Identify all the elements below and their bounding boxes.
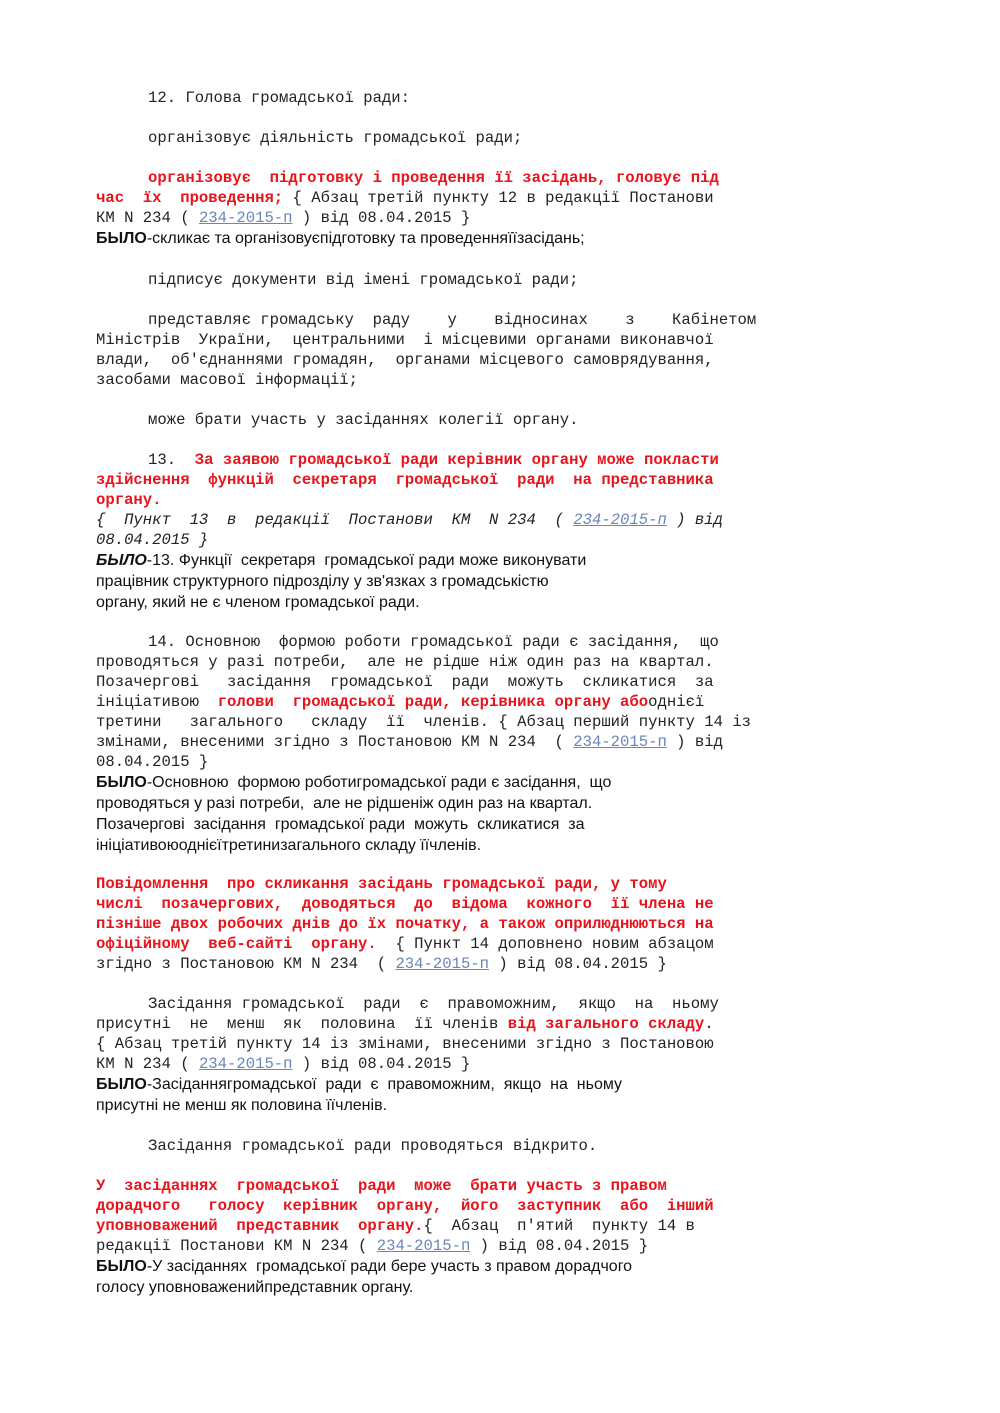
- advisory-text: дорадчого голосу керівник органу, його заступник або інший: [96, 1197, 714, 1215]
- advisory-line: [96, 1236, 796, 1256]
- amendment-note: ) від 08.04.2015 }: [292, 209, 471, 227]
- p12-text: підписує документи від імені громадської ради;: [148, 271, 579, 289]
- text: присутні не менш як половина її членів: [96, 1015, 508, 1033]
- item-number: 13.: [148, 451, 195, 469]
- p13-old-version: [96, 551, 796, 571]
- p13-old-version: працівник структурного підрозділу у зв'язках з громадськістю: [96, 573, 549, 590]
- p14-text: 08.04.2015 }: [96, 753, 209, 771]
- notice-line: [96, 934, 796, 954]
- p12-amended-text: організовує підготовку і проведення її засідань, головує під: [148, 169, 719, 187]
- advisory-line: [96, 1216, 796, 1236]
- quorum-old-version: [96, 1075, 796, 1095]
- p14-text: проводяться у разі потреби, але не рідше ніж один раз на квартал.: [96, 653, 714, 671]
- p12-line: [96, 188, 796, 208]
- p13-note: [96, 510, 796, 530]
- amendment-note: ) від 08.04.2015 }: [470, 1237, 649, 1255]
- notice-text: пізніше двох робочих днів до їх початку, а також оприлюднюються на: [96, 915, 714, 933]
- p13-amended-text: органу.: [96, 491, 162, 509]
- advisory-old-version: [96, 1257, 796, 1277]
- amended-text: офіційному веб-сайті органу.: [96, 935, 377, 953]
- p14-old-version: [96, 773, 796, 793]
- old-text: -скликає та організовуєпідготовку та проведенняїїзасідань;: [146, 230, 585, 247]
- p14-text: третини загального складу її членів. { Абзац перший пункту 14 із: [96, 713, 752, 731]
- amendment-note: змінами, внесеними згідно з Постановою КМ N 234 (: [96, 733, 574, 751]
- decree-link[interactable]: 234-2015-п: [198, 209, 293, 227]
- decree-link[interactable]: 234-2015-п: [573, 511, 667, 529]
- amended-text: час їх проведення;: [96, 189, 284, 207]
- p14-text: Позачергові засідання громадської ради можуть скликатися за: [96, 673, 714, 691]
- open-sessions-text: Засідання громадської ради проводяться відкрито.: [148, 1137, 598, 1155]
- text: однієї: [648, 693, 705, 711]
- p14-line: [96, 692, 796, 712]
- decree-link[interactable]: 234-2015-п: [395, 955, 490, 973]
- quorum-line: [96, 1054, 796, 1074]
- amended-text: За заявою громадської ради керівник органу може покласти: [194, 451, 719, 469]
- amendment-note: редакції Постанови КМ N 234 (: [96, 1237, 377, 1255]
- amended-text: голови громадської ради, керівника органу або: [217, 693, 649, 711]
- p12-text: засобами масової інформації;: [96, 371, 359, 389]
- quorum-note: { Абзац третій пункту 14 із змінами, внесеними згідно з Постановою: [96, 1035, 714, 1053]
- p12-text: Міністрів України, центральними і місцевими органами виконавчої: [96, 331, 714, 349]
- p14-text: 14. Основною формою роботи громадської ради є засідання, що: [148, 633, 719, 651]
- bylo-label: БЫЛО: [96, 552, 147, 569]
- text: .: [704, 1015, 714, 1033]
- p13-amended-text: здійснення функцій секретаря громадської ради на представника: [96, 471, 714, 489]
- p13-line: [96, 450, 796, 470]
- p14-old-version: Позачергові засідання громадської ради можуть скликатися за: [96, 816, 585, 833]
- p14-old-version: проводяться у разі потреби, але не рідшеніж один раз на квартал.: [96, 795, 593, 812]
- advisory-old-version: голосу уповноваженийпредставник органу.: [96, 1279, 414, 1296]
- amendment-note: КМ N 234 (: [96, 1055, 199, 1073]
- p12-line: [96, 208, 796, 228]
- quorum-old-version: присутні не менш як половина їїчленів.: [96, 1097, 388, 1114]
- p13-old-version: органу, який не є членом громадської ради.: [96, 594, 420, 611]
- p12-text: може брати участь у засіданнях колегії органу.: [148, 411, 579, 429]
- decree-link[interactable]: 234-2015-п: [376, 1237, 471, 1255]
- amendment-note: ) від 08.04.2015 }: [489, 955, 667, 973]
- old-text: -Основною формою роботигромадської ради є засідання, що: [146, 774, 612, 791]
- quorum-line: [96, 1014, 796, 1034]
- bylo-label: БЫЛО: [96, 1258, 147, 1275]
- bylo-label: БЫЛО: [96, 1076, 147, 1093]
- p13-note: 08.04.2015 }: [96, 531, 209, 549]
- p12-old-version: [96, 229, 796, 249]
- amended-text: від загального складу: [507, 1015, 705, 1033]
- amendment-note: КМ N 234 (: [96, 209, 199, 227]
- amendment-note: { Пункт 14 доповнено новим абзацом: [376, 935, 714, 953]
- old-text: -13. Функції секретаря громадської ради може виконувати: [146, 552, 587, 569]
- text: ініціативою: [96, 693, 218, 711]
- p14-line: [96, 732, 796, 752]
- bylo-label: БЫЛО: [96, 774, 147, 791]
- p12-text: влади, об'єднаннями громадян, органами місцевого самоврядування,: [96, 351, 714, 369]
- amendment-note: { Пункт 13 в редакції Постанови КМ N 234 (: [96, 511, 574, 529]
- notice-line: [96, 954, 796, 974]
- quorum-text: Засідання громадської ради є правоможним, якщо на ньому: [148, 995, 719, 1013]
- p12-text: представляє громадську раду у відносинах з Кабінетом: [148, 311, 757, 329]
- amendment-note: згідно з Постановою КМ N 234 (: [96, 955, 396, 973]
- decree-link[interactable]: 234-2015-п: [198, 1055, 293, 1073]
- bylo-label: БЫЛО: [96, 230, 147, 247]
- p12-heading: 12. Голова громадської ради:: [148, 89, 411, 107]
- notice-text: Повідомлення про скликання засідань громадської ради, у тому: [96, 875, 667, 893]
- amendment-note: ) від 08.04.2015 }: [292, 1055, 471, 1073]
- old-text: -Засіданнягромадської ради є правоможним, якщо на ньому: [146, 1076, 623, 1093]
- amended-text: уповноважений представник органу.: [96, 1217, 424, 1235]
- decree-link[interactable]: 234-2015-п: [573, 733, 667, 751]
- amendment-note: { Абзац п'ятий пункту 14 в: [423, 1217, 695, 1235]
- amendment-note: ) від: [666, 511, 723, 529]
- amendment-note: ) від: [666, 733, 723, 751]
- old-text: -У засіданнях громадської ради бере участь з правом дорадчого: [146, 1258, 633, 1275]
- p14-old-version: ініціативоюоднієїтретинизагального складу їїчленів.: [96, 837, 482, 854]
- p12-text: організовує діяльність громадської ради;: [148, 129, 523, 147]
- notice-text: числі позачергових, доводяться до відома кожного її члена не: [96, 895, 714, 913]
- advisory-text: У засіданнях громадської ради може брати участь з правом: [96, 1177, 667, 1195]
- amendment-note: { Абзац третій пункту 12 в редакції Постанови: [292, 189, 714, 207]
